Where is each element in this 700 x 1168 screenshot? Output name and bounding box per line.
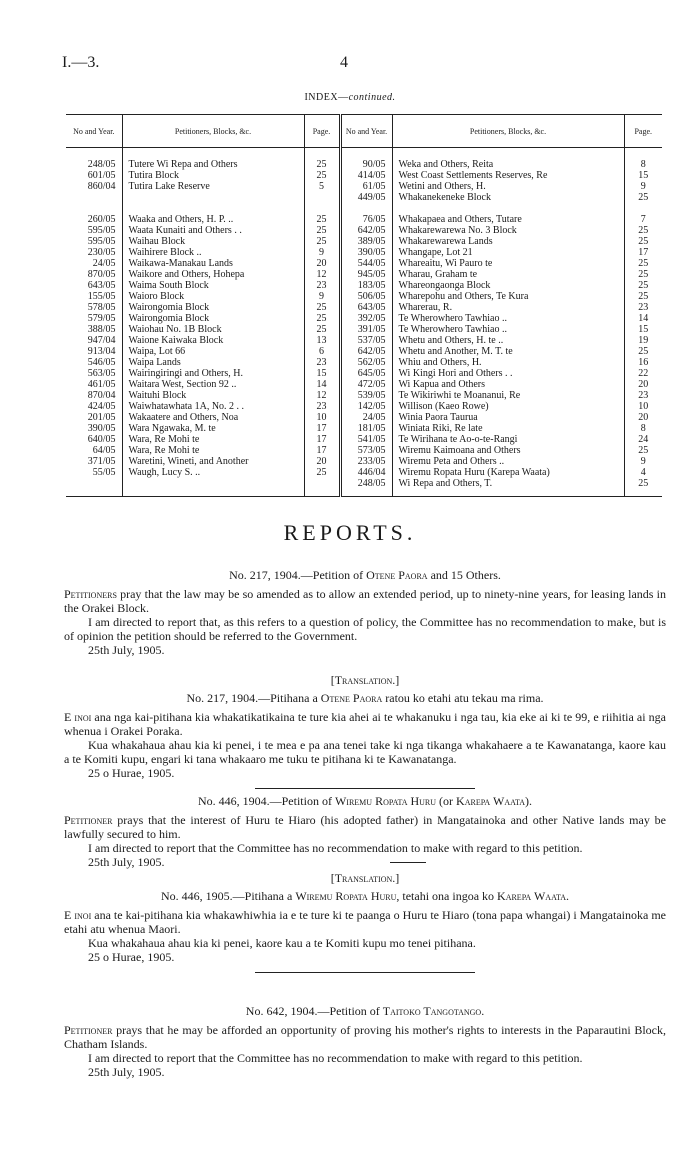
index-year: 55/05 — [92, 467, 116, 478]
index-name — [122, 479, 304, 497]
index-page: 25 — [304, 171, 340, 182]
index-name: Winiata Riki, Re late — [392, 424, 624, 435]
index-year: 388/05 — [87, 324, 116, 335]
index-name: Wharepohu and Others, Te Kura — [392, 292, 624, 303]
index-page: 9 — [624, 457, 662, 468]
index-page: 6 — [304, 347, 340, 358]
index-name: Tutira Block — [122, 171, 304, 182]
index-year: 24/05 — [92, 258, 116, 269]
report-642 — [64, 1004, 666, 1079]
divider — [255, 788, 475, 789]
index-year: 870/04 — [87, 390, 116, 401]
index-name: Wairongomia Block — [122, 314, 304, 325]
index-year: 537/05 — [340, 336, 392, 347]
index-page: 25 — [624, 347, 662, 358]
index-page: 5 — [304, 182, 340, 193]
index-page: 15 — [304, 369, 340, 380]
index-year: 578/05 — [87, 302, 116, 313]
index-year: 579/05 — [87, 313, 116, 324]
index-year: 248/05 — [87, 159, 116, 170]
index-name: West Coast Settlements Reserves, Re — [392, 171, 624, 182]
index-name: Wiremu Ropata Huru (Karepa Waata) — [392, 468, 624, 479]
index-page: 23 — [304, 281, 340, 292]
header-petitioners-right: Petitioners, Blocks, &c. — [392, 115, 624, 148]
index-year: 260/05 — [87, 214, 116, 225]
index-year: 573/05 — [340, 446, 392, 457]
index-page: 12 — [304, 270, 340, 281]
report-paragraph: I am directed to report that, as this refers to a question of policy, the Committee has no recommendation to make, but is of opinion the petition should be referred to the Government. — [64, 615, 666, 643]
index-year: 392/05 — [340, 314, 392, 325]
index-page: 13 — [304, 336, 340, 347]
index-row — [66, 193, 662, 204]
index-year: 913/04 — [87, 346, 116, 357]
index-name: Waiwhatawhata 1A, No. 2 . . — [122, 402, 304, 413]
report-heading: No. 642, 1904.—Petition of Taitoko Tangotango. — [245, 1004, 485, 1018]
index-page: 10 — [624, 402, 662, 413]
header-petitioners-left: Petitioners, Blocks, &c. — [122, 115, 304, 148]
index-page: 17 — [624, 248, 662, 259]
index-name: Waione Kaiwaka Block — [122, 336, 304, 347]
index-year: 449/05 — [340, 193, 392, 204]
index-year: 563/05 — [87, 368, 116, 379]
index-page: 25 — [304, 468, 340, 479]
index-name: Whetu and Others, H. te .. — [392, 336, 624, 347]
index-page: 20 — [624, 380, 662, 391]
index-name: Wi Kapua and Others — [392, 380, 624, 391]
index-name: Whareaitu, Wi Pauro te — [392, 259, 624, 270]
index-page: 7 — [624, 204, 662, 226]
index-year: 414/05 — [340, 171, 392, 182]
index-name: Wairingiringi and Others, H. — [122, 369, 304, 380]
index-year: 233/05 — [340, 457, 392, 468]
index-name: Waima South Block — [122, 281, 304, 292]
index-row — [66, 204, 662, 226]
index-name: Waituhi Block — [122, 391, 304, 402]
index-year: 390/05 — [340, 248, 392, 259]
report-paragraph: Petitioners pray that the law may be so amended as to allow an extended period, up to ninety-nine years, for leasing lands in the Orakei Block. — [64, 587, 666, 615]
index-page: 15 — [624, 325, 662, 336]
index-page: 24 — [624, 435, 662, 446]
index-year: 595/05 — [87, 225, 116, 236]
index-page: 23 — [304, 358, 340, 369]
translation-label: [Translation.] — [330, 673, 400, 687]
index-page: 15 — [624, 171, 662, 182]
translation-heading: No. 446, 1905.—Pitihana a Wiremu Ropata Huru, tetahi ona ingoa ko Karepa Waata. — [160, 889, 569, 903]
index-page: 25 — [304, 226, 340, 237]
report-217 — [64, 568, 666, 789]
reports-heading: REPORTS. — [283, 520, 417, 545]
index-name: Waata Kunaiti and Others . . — [122, 226, 304, 237]
index-year: 506/05 — [340, 292, 392, 303]
index-year: 595/05 — [87, 236, 116, 247]
index-name: Wetini and Others, H. — [392, 182, 624, 193]
index-name: Whakarewarewa Lands — [392, 237, 624, 248]
translation-paragraph: Kua whakahaua ahau kia ki penei, kaore kau a te Komiti kupu mo tenei pitihana. — [88, 936, 476, 950]
report-heading: No. 217, 1904.—Petition of Otene Paora and 15 Others. — [229, 568, 501, 582]
index-name: Wharau, Graham te — [392, 270, 624, 281]
index-year: 446/04 — [340, 468, 392, 479]
index-name: Te Wikiriwhi te Moananui, Re — [392, 391, 624, 402]
index-name: Wara Ngawaka, M. te — [122, 424, 304, 435]
index-year: 61/05 — [340, 182, 392, 193]
index-name: Whareongaonga Block — [392, 281, 624, 292]
report-paragraph: Petitioner prays that he may be afforded an opportunity of proving his mother's rights to interests in the Paparautini Block, Chatham Islands. — [64, 1023, 666, 1051]
index-page: 20 — [304, 457, 340, 468]
index-name: Wara, Re Mohi te — [122, 446, 304, 457]
index-year: 541/05 — [340, 435, 392, 446]
index-year: 544/05 — [340, 259, 392, 270]
index-page: 20 — [624, 413, 662, 424]
index-year: 947/04 — [87, 335, 116, 346]
index-year — [66, 479, 122, 497]
index-year: 642/05 — [340, 347, 392, 358]
index-name: Waihau Block — [122, 237, 304, 248]
index-name: Whangape, Lot 21 — [392, 248, 624, 259]
index-page: 9 — [624, 182, 662, 193]
index-page: 25 — [304, 237, 340, 248]
index-year: 601/05 — [87, 170, 116, 181]
page-number: 4 — [340, 54, 348, 71]
index-year: 181/05 — [340, 424, 392, 435]
index-page: 23 — [624, 303, 662, 314]
index-page: 25 — [304, 314, 340, 325]
page-header — [62, 54, 660, 78]
index-page: 25 — [624, 281, 662, 292]
index-year: 76/05 — [340, 204, 392, 226]
document-id: I.—3. — [62, 54, 100, 71]
index-year: 142/05 — [340, 402, 392, 413]
index-name: Willison (Kaeo Rowe) — [392, 402, 624, 413]
index-year: 424/05 — [87, 401, 116, 412]
index-name: Whakapaea and Others, Tutare — [392, 204, 624, 226]
index-page: 25 — [304, 303, 340, 314]
index-name: Waiohau No. 1B Block — [122, 325, 304, 336]
index-year: 201/05 — [87, 412, 116, 423]
index-page: 25 — [304, 204, 340, 226]
index-year: 248/05 — [340, 479, 392, 497]
index-name: Wi Kingi Hori and Others . . — [392, 369, 624, 380]
index-year: 539/05 — [340, 391, 392, 402]
index-year: 389/05 — [340, 237, 392, 248]
index-year: 461/05 — [87, 379, 116, 390]
index-year: 643/05 — [87, 280, 116, 291]
index-name: Waipa, Lot 66 — [122, 347, 304, 358]
index-page: 23 — [624, 391, 662, 402]
index-name: Whakanekeneke Block — [392, 193, 624, 204]
index-page — [304, 479, 340, 497]
index-year: 870/05 — [87, 269, 116, 280]
translation-heading: No. 217, 1904.—Pitihana a Otene Paora ratou ko etahi atu tekau ma rima. — [186, 691, 544, 705]
report-paragraph: Petitioner prays that the interest of Huru te Hiaro (his adopted father) in Mangatainoka and other Native lands may be lawfully secured to him. — [64, 813, 666, 841]
header-year-right: No and Year. — [340, 115, 392, 148]
index-name: Waioro Block — [122, 292, 304, 303]
index-name: Waipa Lands — [122, 358, 304, 369]
index-name: Tutere Wi Repa and Others — [122, 148, 304, 172]
index-page: 25 — [304, 325, 340, 336]
index-name: Wharerau, R. — [392, 303, 624, 314]
index-name: Wara, Re Mohi te — [122, 435, 304, 446]
report-date: 25th July, 1905. — [88, 855, 165, 869]
report-446 — [64, 794, 666, 973]
index-year — [66, 193, 122, 204]
index-name: Whiu and Others, H. — [392, 358, 624, 369]
index-year: 391/05 — [340, 325, 392, 336]
index-page: 25 — [624, 270, 662, 281]
index-name: Whetu and Another, M. T. te — [392, 347, 624, 358]
index-name: Wairongomia Block — [122, 303, 304, 314]
header-page-left: Page. — [304, 115, 340, 148]
translation-paragraph: E inoi ana nga kai-pitihana kia whakatikatikaina te ture kia ahei ai te whakanuku i nga tau, kia eke ai ki te 99, e riihitia ai nga whenua i Orakei Poraka. — [64, 710, 667, 738]
translation-date: 25 o Hurae, 1905. — [88, 950, 175, 964]
index-page: 25 — [624, 237, 662, 248]
index-name: Waretini, Wineti, and Another — [122, 457, 304, 468]
divider — [255, 972, 475, 973]
index-page — [304, 193, 340, 204]
index-name: Wakaatere and Others, Noa — [122, 413, 304, 424]
index-row — [66, 479, 662, 497]
index-year: 90/05 — [340, 148, 392, 172]
index-name: Tutira Lake Reserve — [122, 182, 304, 193]
index-page: 4 — [624, 468, 662, 479]
report-paragraph: I am directed to report that the Committee has no recommendation to make with regard to this petition. — [88, 1051, 583, 1065]
report-date: 25th July, 1905. — [88, 1065, 165, 1079]
index-page: 14 — [624, 314, 662, 325]
index-year: 371/05 — [87, 456, 116, 467]
divider-short — [390, 862, 426, 863]
index-page: 10 — [304, 413, 340, 424]
index-name: Waitara West, Section 92 .. — [122, 380, 304, 391]
translation-date: 25 o Hurae, 1905. — [88, 766, 175, 780]
index-page: 12 — [304, 391, 340, 402]
index-year: 643/05 — [340, 303, 392, 314]
index-page: 25 — [624, 446, 662, 457]
index-year: 546/05 — [87, 357, 116, 368]
header-page-right: Page. — [624, 115, 662, 148]
index-page: 17 — [304, 435, 340, 446]
index-row — [66, 148, 662, 172]
index-year: 155/05 — [87, 291, 116, 302]
index-header-row — [66, 115, 662, 148]
index-page: 20 — [304, 259, 340, 270]
index-page: 17 — [304, 424, 340, 435]
index-name: Te Wirihana te Ao-o-te-Rangi — [392, 435, 624, 446]
index-name: Waikore and Others, Hohepa — [122, 270, 304, 281]
index-page: 25 — [624, 193, 662, 204]
index-page: 14 — [304, 380, 340, 391]
index-page: 22 — [624, 369, 662, 380]
index-year: 645/05 — [340, 369, 392, 380]
index-page: 16 — [624, 358, 662, 369]
index-year: 860/04 — [87, 181, 116, 192]
index-page: 9 — [304, 248, 340, 259]
translation-paragraph: E inoi ana te kai-pitihana kia whakawhiwhia ia e te ture ki te paanga o Huru te Hiaro (tona papa whangai) i Mangatainoka me etahi atu whenua Maori. — [64, 908, 666, 936]
index-year: 183/05 — [340, 281, 392, 292]
index-page: 8 — [624, 148, 662, 172]
index-page: 25 — [624, 259, 662, 270]
index-name: Weka and Others, Reita — [392, 148, 624, 172]
index-name: Wiremu Peta and Others .. — [392, 457, 624, 468]
index-page: 19 — [624, 336, 662, 347]
index-name: Wi Repa and Others, T. — [392, 479, 624, 497]
index-body — [66, 148, 662, 497]
index-year: 640/05 — [87, 434, 116, 445]
index-name — [122, 193, 304, 204]
index-page: 9 — [304, 292, 340, 303]
index-name: Wiremu Kaimoana and Others — [392, 446, 624, 457]
index-name: Waihirere Block .. — [122, 248, 304, 259]
translation-label: [Translation.] — [330, 871, 400, 885]
report-heading: No. 446, 1904.—Petition of Wiremu Ropata Huru (or Karepa Waata). — [197, 794, 533, 808]
index-year: 24/05 — [340, 413, 392, 424]
index-page: 23 — [304, 402, 340, 413]
translation-paragraph: Kua whakahaua ahau kia ki penei, i te mea e pa ana tenei take ki nga tikanga whakahaere a te Kawanatanga, kaore kau a te Komiti kupu, engari ki tana whakaaro me tuku te pitihana ki te Kawanatanga. — [64, 738, 666, 766]
index-name: Whakarewarewa No. 3 Block — [392, 226, 624, 237]
index-table — [66, 114, 662, 497]
index-year: 945/05 — [340, 270, 392, 281]
index-name: Waikawa-Manakau Lands — [122, 259, 304, 270]
index-page: 25 — [304, 148, 340, 172]
report-paragraph: I am directed to report that the Committee has no recommendation to make with regard to this petition. — [88, 841, 583, 855]
index-name: Te Wherowhero Tawhiao .. — [392, 314, 624, 325]
index-year: 64/05 — [92, 445, 116, 456]
index-page: 25 — [624, 479, 662, 497]
index-name: Waugh, Lucy S. .. — [122, 468, 304, 479]
report-date: 25th July, 1905. — [88, 643, 165, 657]
index-title: INDEX—continued. — [304, 92, 396, 103]
index-name: Winia Paora Taurua — [392, 413, 624, 424]
index-year: 230/05 — [87, 247, 116, 258]
index-page: 8 — [624, 424, 662, 435]
index-year: 562/05 — [340, 358, 392, 369]
index-name: Waaka and Others, H. P. .. — [122, 204, 304, 226]
index-year: 642/05 — [340, 226, 392, 237]
index-year: 390/05 — [87, 423, 116, 434]
index-name: Te Wherowhero Tawhiao .. — [392, 325, 624, 336]
header-year-left: No and Year. — [66, 115, 122, 148]
index-page: 25 — [624, 226, 662, 237]
index-page: 17 — [304, 446, 340, 457]
index-page: 25 — [624, 292, 662, 303]
index-year: 472/05 — [340, 380, 392, 391]
